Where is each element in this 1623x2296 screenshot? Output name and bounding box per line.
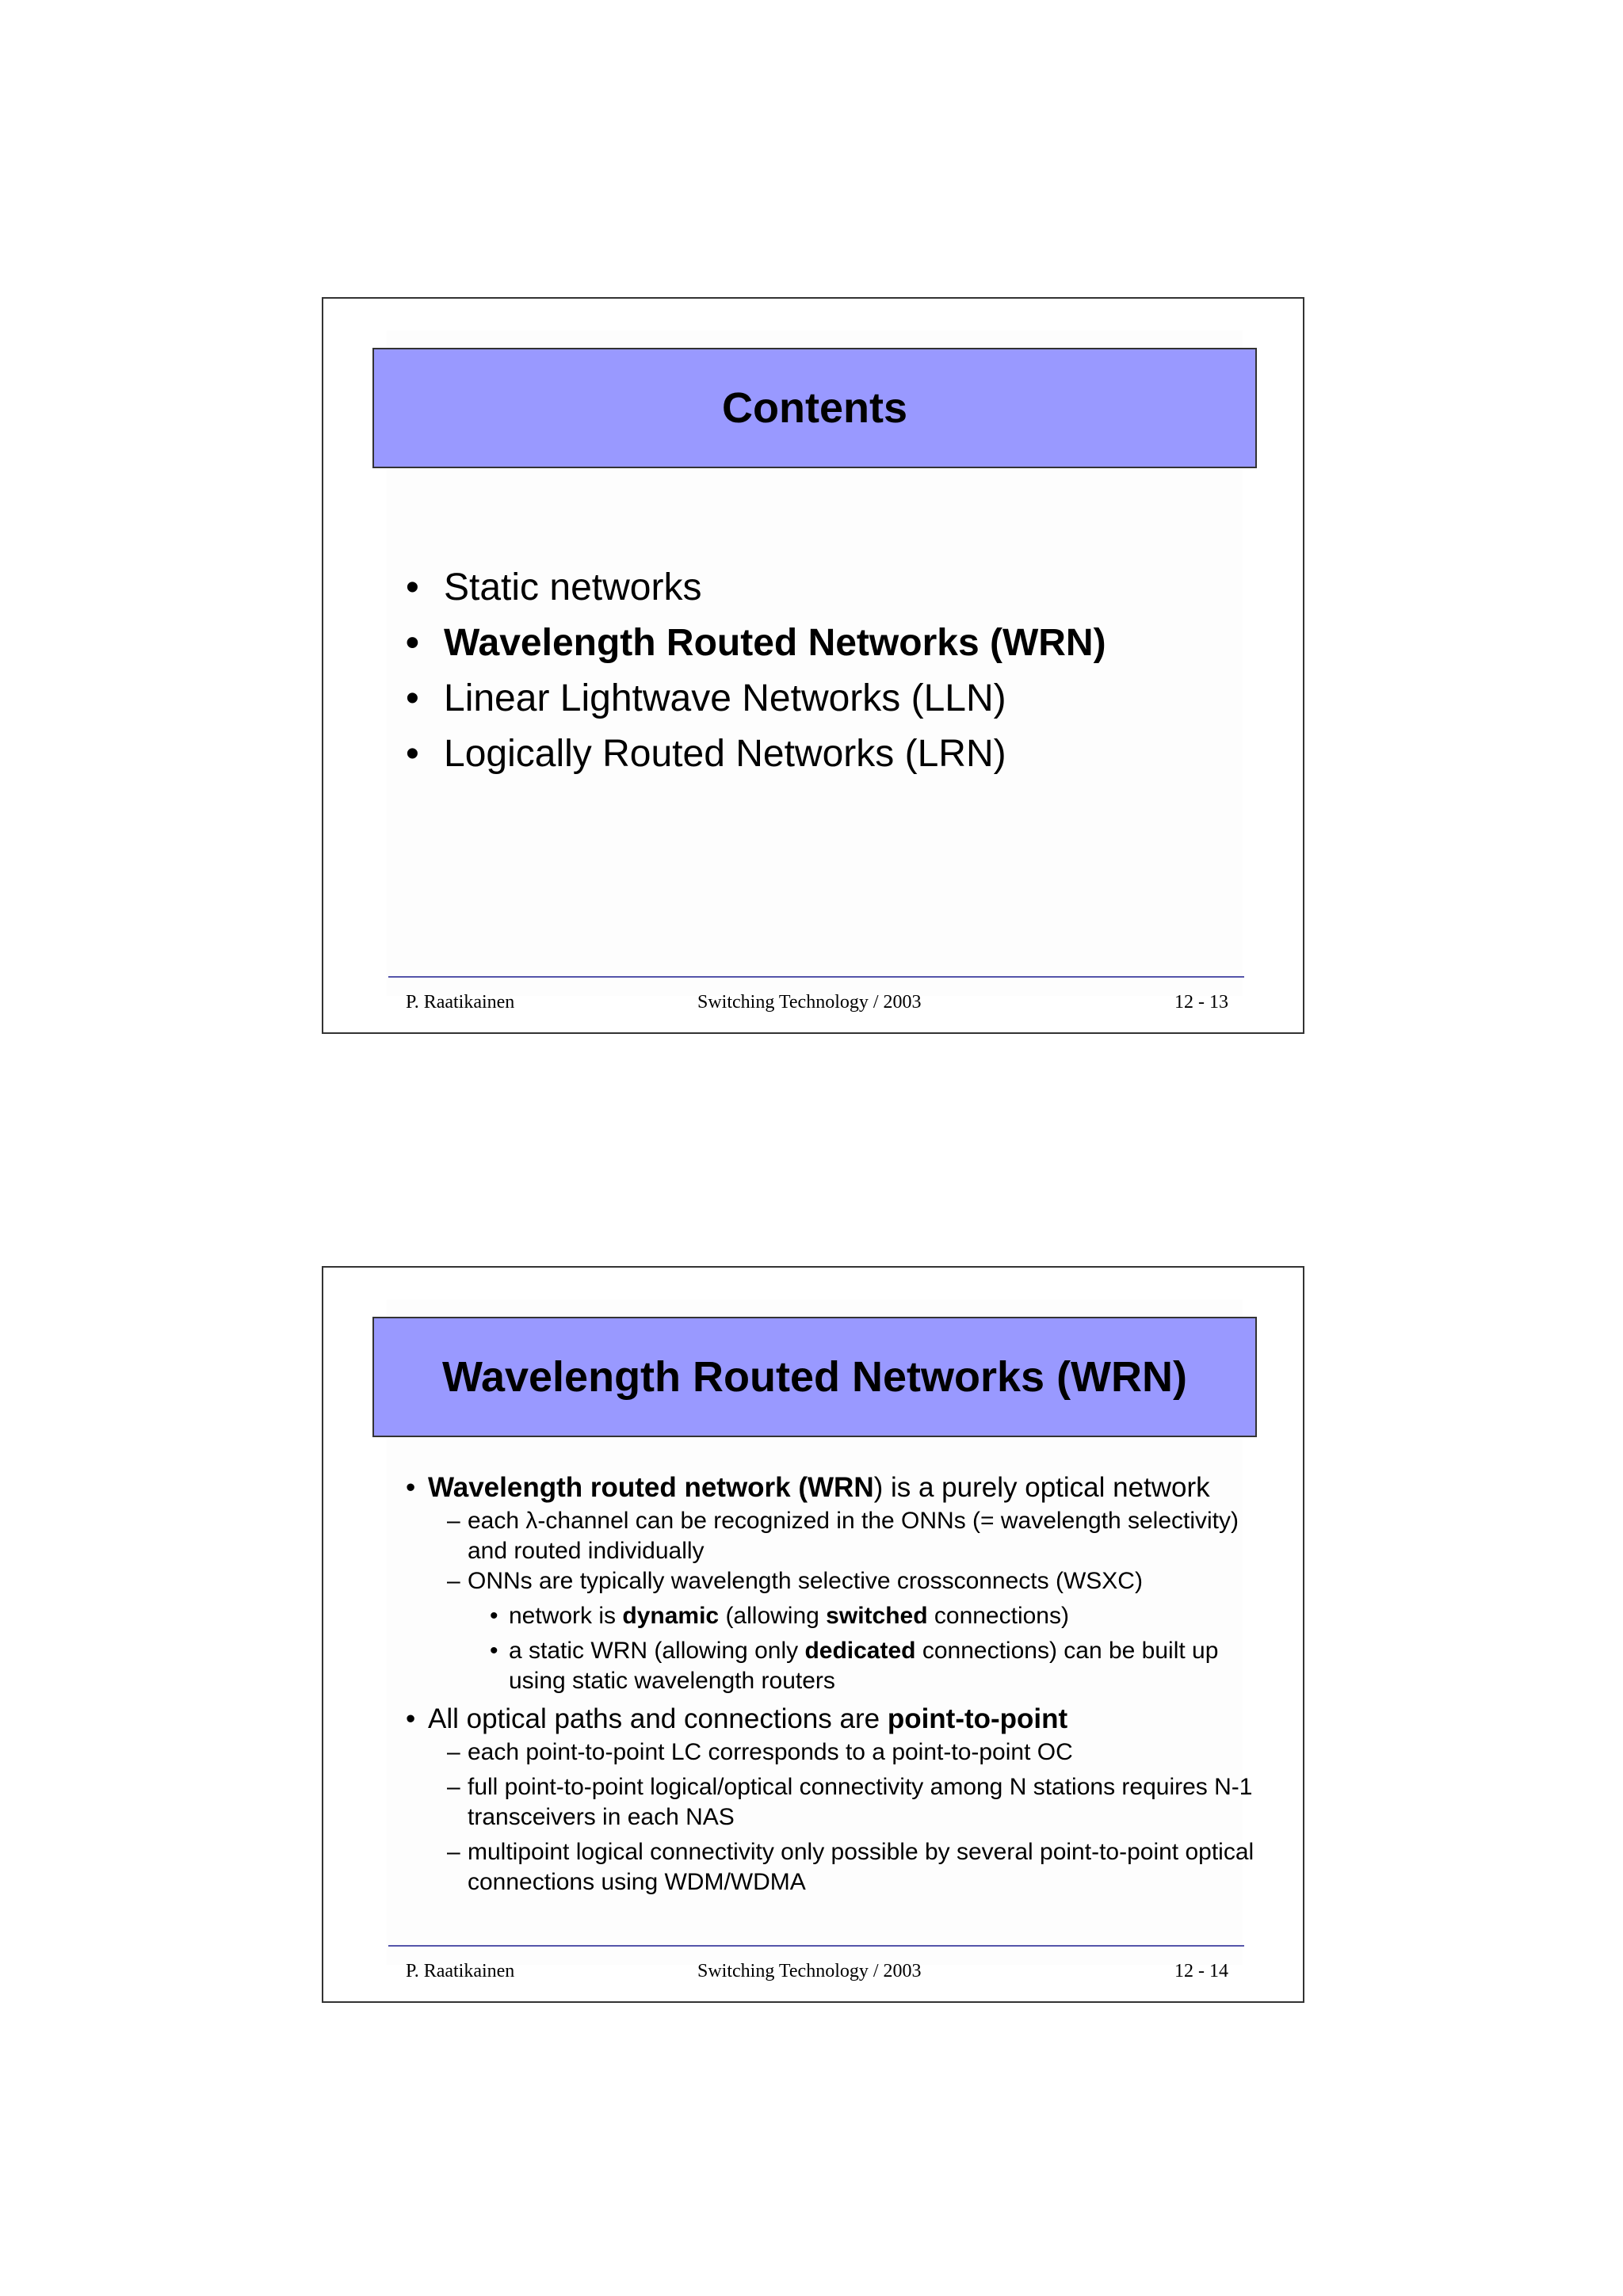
sub-sub-bullet: • network is dynamic (allowing switched connections)	[490, 1603, 1069, 1629]
footer-course: Switching Technology / 2003	[697, 992, 922, 1013]
footer-divider	[388, 976, 1244, 978]
footer-page-number: 12 - 14	[1174, 1961, 1228, 1981]
footer-author: P. Raatikainen	[406, 992, 515, 1013]
bullet-point-to-point: • All optical paths and connections are point-to-point	[406, 1703, 1068, 1734]
sub-sub-bullet: • a static WRN (allowing only dedicated connections) can be built up using static wavelength routers	[490, 1638, 1219, 1694]
bullet-wrn-definition: • Wavelength routed network (WRN) is a purely optical network	[406, 1472, 1210, 1503]
slide-title-text: Wavelength Routed Networks (WRN)	[441, 1353, 1188, 1401]
slide-title	[372, 1317, 1257, 1437]
sub-bullet: – multipoint logical connectivity only possible by several point-to-point optical connections using WDM/WDMA	[447, 1839, 1254, 1895]
slide-contents	[322, 297, 1304, 1034]
sub-bullet: – full point-to-point logical/optical connectivity among N stations requires N-1 transceivers in each NAS	[447, 1774, 1253, 1830]
footer-divider	[388, 1945, 1244, 1947]
footer-course: Switching Technology / 2003	[697, 1961, 922, 1981]
slide-title-text: Contents	[722, 384, 907, 432]
sub-bullet: – ONNs are typically wavelength selective crossconnects (WSXC)	[447, 1568, 1143, 1594]
list-item: • Static networks	[406, 566, 702, 608]
slide-title	[372, 348, 1257, 468]
contents-list	[406, 560, 1106, 782]
sub-bullet: – each λ-channel can be recognized in the ONNs (= wavelength selectivity) and routed individually	[447, 1508, 1239, 1564]
list-item: • Wavelength Routed Networks (WRN)	[406, 622, 1106, 664]
slide-body	[406, 1470, 1262, 1897]
footer-author: P. Raatikainen	[406, 1961, 515, 1981]
footer-page-number: 12 - 13	[1174, 992, 1228, 1013]
list-item: • Linear Lightwave Networks (LLN)	[406, 677, 1006, 719]
slide-wrn	[322, 1266, 1304, 2003]
list-item: • Logically Routed Networks (LRN)	[406, 733, 1006, 775]
sub-bullet: – each point-to-point LC corresponds to a point-to-point OC	[447, 1739, 1073, 1765]
